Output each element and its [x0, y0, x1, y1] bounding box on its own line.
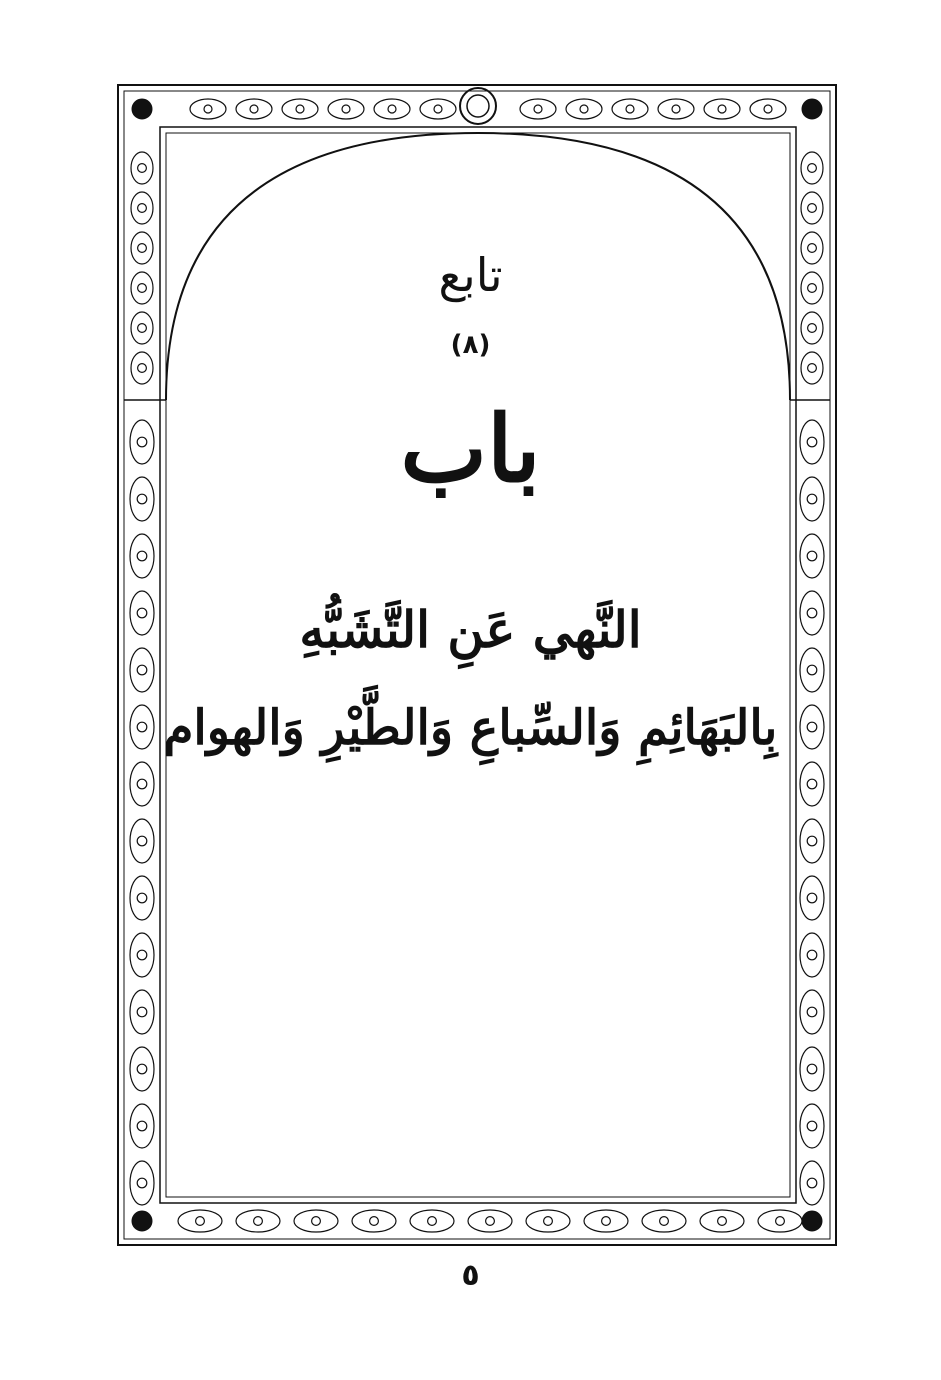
border-motif: [807, 836, 817, 846]
corner-rosette: [802, 99, 822, 119]
border-motif: [566, 99, 602, 119]
border-motif: [130, 762, 154, 806]
border-motif: [808, 364, 817, 373]
border-motif: [602, 1217, 611, 1226]
border-motif: [704, 99, 740, 119]
border-motif: [807, 1178, 817, 1188]
border-motif: [428, 1217, 437, 1226]
border-motif: [137, 1064, 147, 1074]
border-motif: [800, 933, 824, 977]
border-motif: [130, 1047, 154, 1091]
border-motif: [282, 99, 318, 119]
border-motif: [137, 950, 147, 960]
border-motif: [776, 1217, 785, 1226]
border-motif: [800, 990, 824, 1034]
border-motif: [137, 665, 147, 675]
border-motif: [544, 1217, 553, 1226]
border-motif: [801, 192, 823, 224]
border-motif: [250, 105, 258, 113]
border-motif: [196, 1217, 205, 1226]
border-motif: [750, 99, 786, 119]
border-motif: [137, 551, 147, 561]
border-motif: [700, 1210, 744, 1232]
border-motif: [807, 893, 817, 903]
border-motif: [718, 1217, 727, 1226]
follow-label: تابع: [438, 248, 503, 302]
border-motif: [801, 152, 823, 184]
border-motif: [612, 99, 648, 119]
border-motif: [342, 105, 350, 113]
border-motif: [626, 105, 634, 113]
border-motif: [137, 779, 147, 789]
border-motif: [808, 164, 817, 173]
border-motif: [658, 99, 694, 119]
border-motif: [388, 105, 396, 113]
border-motif: [584, 1210, 628, 1232]
border-motif: [800, 819, 824, 863]
border-motif: [204, 105, 212, 113]
border-motif: [758, 1210, 802, 1232]
border-motif: [296, 105, 304, 113]
border-motif: [520, 99, 556, 119]
border-motif: [370, 1217, 379, 1226]
border-motif: [137, 1007, 147, 1017]
border-motif: [328, 99, 364, 119]
border-motif: [800, 762, 824, 806]
corner-rosette: [802, 1211, 822, 1231]
border-motif: [130, 990, 154, 1034]
border-motif: [130, 534, 154, 578]
border-motif: [468, 1210, 512, 1232]
border-motif: [807, 665, 817, 675]
corner-rosette: [132, 99, 152, 119]
border-motif: [130, 876, 154, 920]
border-motif: [138, 364, 147, 373]
border-motif: [130, 819, 154, 863]
border-motif: [800, 534, 824, 578]
border-motif: [534, 105, 542, 113]
border-motif: [131, 152, 153, 184]
chapter-word: باب: [400, 395, 541, 503]
border-motif: [137, 893, 147, 903]
border-motif: [486, 1217, 495, 1226]
border-motif: [130, 1161, 154, 1205]
chapter-title-line1: النَّهي عَنِ التَّشَبُّهِ: [299, 600, 642, 659]
border-motif: [580, 105, 588, 113]
border-motif: [137, 1178, 147, 1188]
border-motif: [137, 1121, 147, 1131]
border-motif: [660, 1217, 669, 1226]
border-motif: [352, 1210, 396, 1232]
border-motif: [374, 99, 410, 119]
border-motif: [137, 836, 147, 846]
border-motif: [131, 192, 153, 224]
border-motif: [190, 99, 226, 119]
border-motif: [526, 1210, 570, 1232]
border-motif: [764, 105, 772, 113]
border-motif: [420, 99, 456, 119]
border-motif: [800, 1104, 824, 1148]
border-motif: [807, 1007, 817, 1017]
border-motif: [800, 876, 824, 920]
border-motif: [718, 105, 726, 113]
border-motif: [294, 1210, 338, 1232]
border-motif: [312, 1217, 321, 1226]
border-motif: [178, 1210, 222, 1232]
border-motif: [236, 99, 272, 119]
border-motif: [807, 551, 817, 561]
border-motif: [807, 1064, 817, 1074]
chapter-number: (٨): [450, 330, 491, 360]
chapter-title-line2: بِالبَهَائِمِ وَالسِّباعِ وَالطَّيْرِ وَالهوام: [163, 700, 778, 756]
border-motif: [807, 779, 817, 789]
border-motif: [138, 164, 147, 173]
border-motif: [130, 933, 154, 977]
border-motif: [138, 204, 147, 213]
border-motif: [807, 950, 817, 960]
border-motif: [800, 1161, 824, 1205]
border-motif: [807, 1121, 817, 1131]
border-motif: [236, 1210, 280, 1232]
border-motif: [254, 1217, 263, 1226]
border-motif: [672, 105, 680, 113]
border-motif: [130, 1104, 154, 1148]
border-motif: [642, 1210, 686, 1232]
border-motif: [808, 204, 817, 213]
page-number: ٥: [461, 1258, 480, 1293]
border-motif: [410, 1210, 454, 1232]
border-motif: [434, 105, 442, 113]
corner-rosette: [132, 1211, 152, 1231]
border-motif: [800, 1047, 824, 1091]
